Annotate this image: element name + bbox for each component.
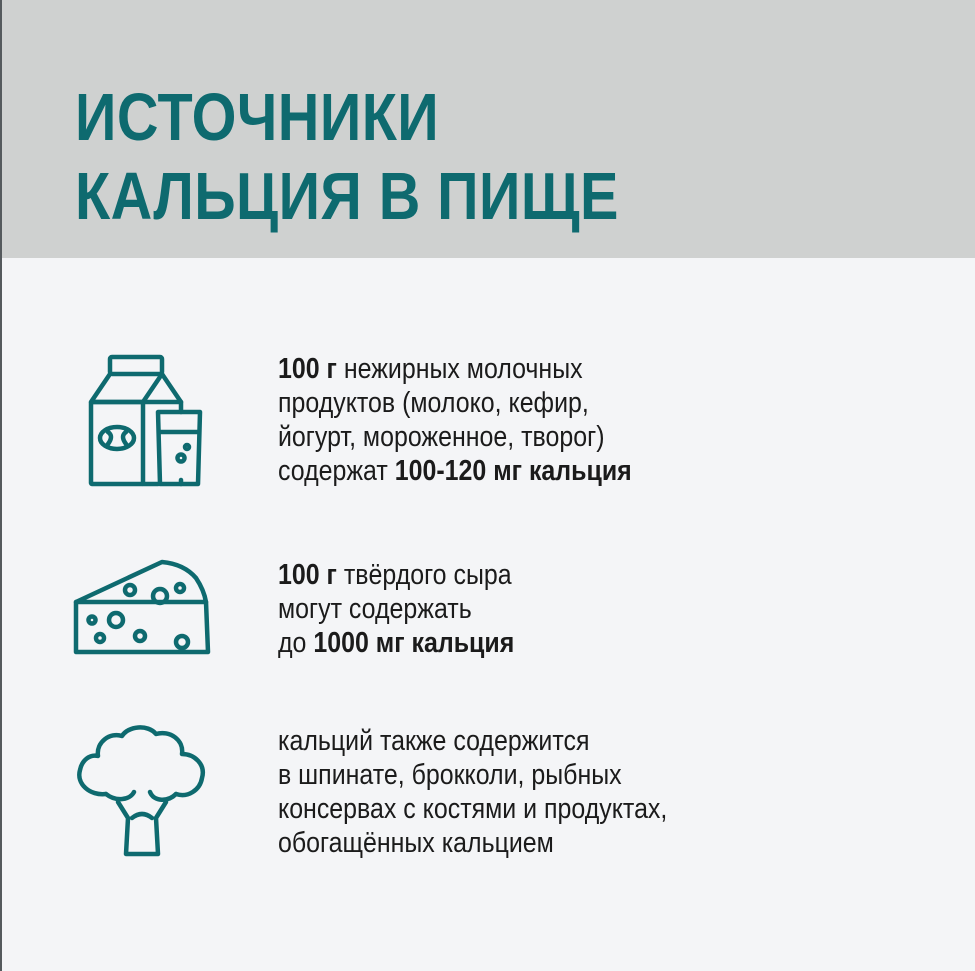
other-line-1: кальций также содержится	[278, 725, 590, 757]
other-line-3: консервах с костями и продуктах,	[278, 793, 668, 825]
cheese-line-1	[278, 558, 514, 592]
dairy-amount: 100 г	[278, 353, 337, 385]
broccoli-icon	[72, 722, 212, 858]
title-line-2: КАЛЬЦИЯ В ПИЩЕ	[75, 159, 619, 234]
dairy-line-3: йогурт, мороженное, творог)	[278, 421, 605, 453]
dairy-description	[278, 352, 632, 488]
cheese-line-1-rest: твёрдого сыра	[336, 559, 512, 591]
dairy-calcium-amount: 100-120 мг кальция	[394, 455, 632, 487]
cheese-description	[278, 558, 514, 660]
dairy-line-2: продуктов (молоко, кефир,	[278, 387, 589, 419]
dairy-line-1-rest: нежирных молочных	[336, 353, 583, 385]
dairy-line-1	[278, 352, 632, 386]
dairy-line-4	[278, 454, 632, 488]
other-sources-description	[278, 724, 667, 860]
cheese-line-2: могут содержать	[278, 593, 472, 625]
cheese-calcium-amount: 1000 мг кальция	[313, 627, 515, 659]
milk-carton-and-glass-icon	[88, 354, 206, 488]
cheese-line-3-pre: до	[278, 627, 314, 659]
cheese-amount: 100 г	[278, 559, 337, 591]
title-line-1: ИСТОЧНИКИ	[75, 80, 440, 155]
other-line-2: в шпинате, брокколи, рыбных	[278, 759, 622, 791]
cheese-icon	[72, 558, 212, 656]
page-title	[75, 78, 619, 236]
header-banner	[2, 0, 975, 258]
cheese-line-3	[278, 626, 514, 660]
dairy-line-4-pre: содержат	[278, 455, 395, 487]
other-line-4: обогащённых кальцием	[278, 827, 554, 859]
